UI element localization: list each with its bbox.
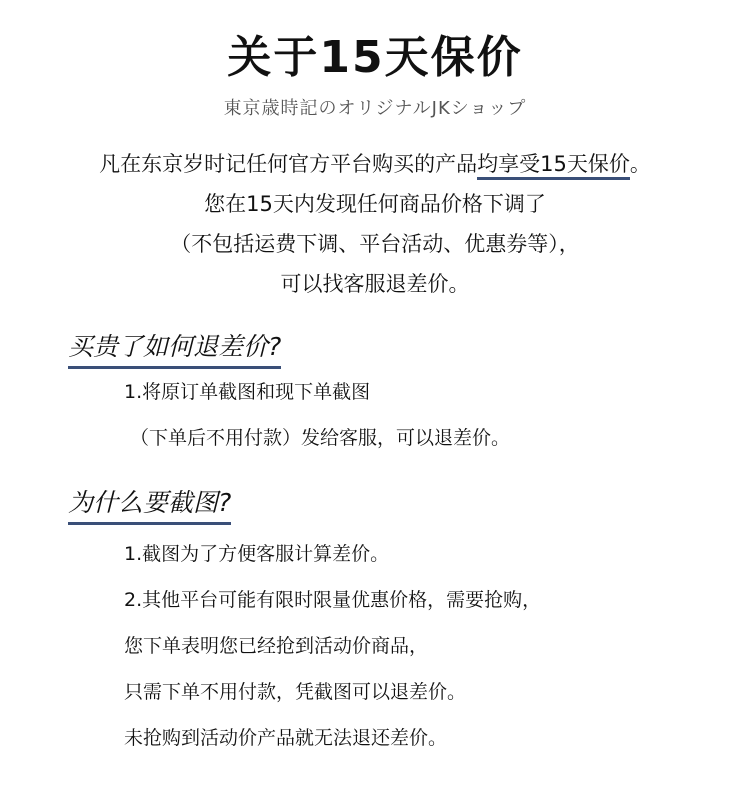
- intro-line-2: 您在15天内发现任何商品价格下调了: [204, 192, 546, 216]
- screenshot-reason-line: 1.截图为了方便客服计算差价。: [124, 543, 390, 565]
- intro-line-1: [0, 144, 750, 184]
- intro-paragraph: [0, 144, 750, 304]
- intro-line-3: （不包括运费下调、平台活动、优惠券等），: [170, 232, 580, 256]
- refund-step-line: （下单后不用付款）发给客服，可以退差价。: [130, 427, 511, 449]
- price-protection-highlight: 均享受15天保价: [477, 152, 630, 180]
- section-heading-screenshot: 为什么要截图?: [68, 486, 231, 525]
- refund-step-line: 1.将原订单截图和现下单截图: [124, 381, 371, 403]
- section-heading-refund: 买贵了如何退差价?: [68, 330, 281, 369]
- screenshot-reason-line: 您下单表明您已经抢到活动价商品，: [124, 635, 429, 657]
- screenshot-reason-line: 未抢购到活动价产品就无法退还差价。: [124, 727, 448, 749]
- intro-line-1-end: 。: [629, 152, 651, 176]
- page-title: 关于15天保价: [227, 32, 523, 83]
- shop-subtitle: 東京歳時記のオリジナルJKショップ: [223, 98, 527, 119]
- screenshot-reason-line: 只需下单不用付款，凭截图可以退差价。: [124, 681, 467, 703]
- intro-line-1-text: 凡在东京岁时记任何官方平台购买的产品: [99, 152, 478, 176]
- screenshot-reason-line: 2.其他平台可能有限时限量优惠价格，需要抢购，: [124, 589, 542, 611]
- intro-line-4: 可以找客服退差价。: [280, 272, 470, 296]
